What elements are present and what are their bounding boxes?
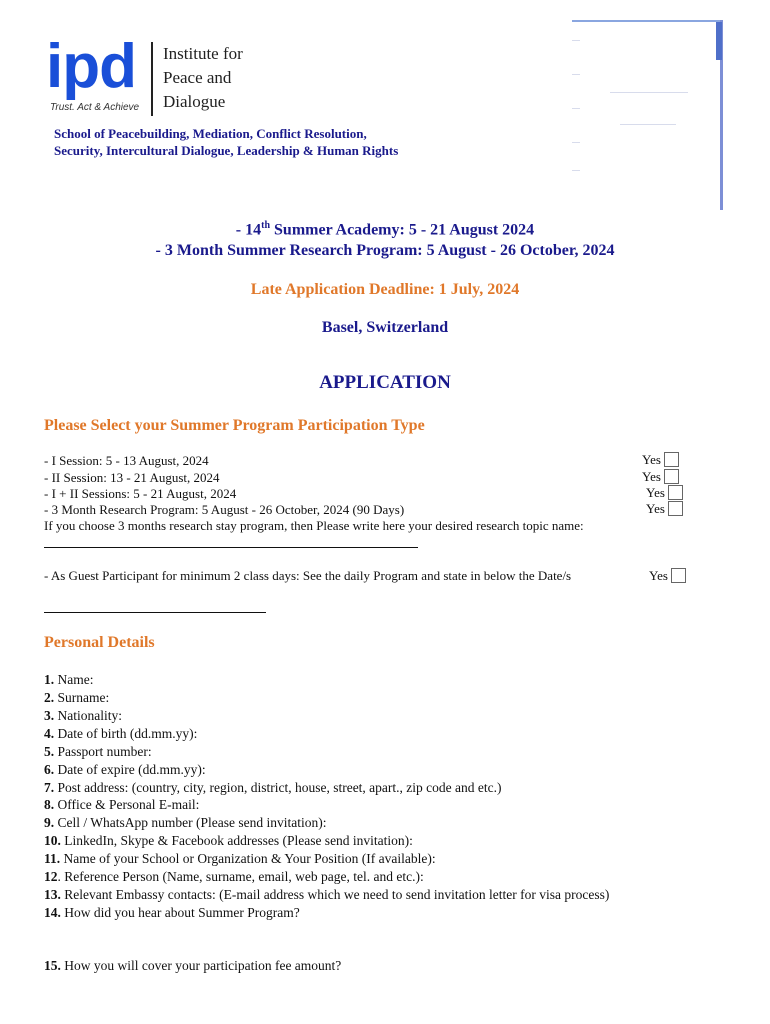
faint-rule <box>572 142 580 143</box>
logo-institute-name <box>163 42 243 114</box>
location-heading: Basel, Switzerland <box>321 319 449 336</box>
form-item: 7. Post address: (country, city, region, district, house, street, apart., zip code and etc.) <box>44 780 502 795</box>
yes-label: Yes <box>646 485 665 500</box>
form-item: 11. Name of your School or Organization & Your Position (If available): <box>44 851 436 866</box>
logo-divider <box>151 42 153 116</box>
checkbox[interactable] <box>671 568 686 583</box>
option-label: - I + II Sessions: 5 - 21 August, 2024 <box>44 486 237 501</box>
faint-rule <box>572 108 580 109</box>
form-item: 12. Reference Person (Name, surname, email, web page, tel. and etc.): <box>44 869 424 884</box>
option-check[interactable] <box>642 452 679 468</box>
logo-name-line: Dialogue <box>163 92 226 111</box>
decorative-frame-accent <box>716 22 722 60</box>
form-item: 5. Passport number: <box>44 744 152 759</box>
guest-option-label: - As Guest Participant for minimum 2 class days: See the daily Program and state in below the Date/s <box>44 568 572 583</box>
form-item: 6. Date of expire (dd.mm.yy): <box>44 762 206 777</box>
decorative-frame-top <box>572 20 722 22</box>
guest-dates-field[interactable] <box>44 612 266 613</box>
academy-prefix: - 14 <box>235 221 262 239</box>
logo-name-line: Institute for <box>163 44 243 63</box>
participation-heading: Please Select your Summer Program Participation Type <box>44 417 425 434</box>
form-item: 8. Office & Personal E-mail: <box>44 797 200 812</box>
form-item: 14. How did you hear about Summer Program? <box>44 905 300 920</box>
faint-rule <box>620 124 676 125</box>
research-topic-note: If you choose 3 months research stay program, then Please write here your desired research topic name: <box>44 518 584 533</box>
form-item: 13. Relevant Embassy contacts: (E-mail address which we need to send invitation letter for visa process) <box>44 887 610 902</box>
checkbox[interactable] <box>664 469 679 484</box>
school-line: School of Peacebuilding, Mediation, Conflict Resolution, <box>54 126 367 141</box>
academy-ordinal: th <box>261 220 271 231</box>
checkbox[interactable] <box>668 485 683 500</box>
checkbox[interactable] <box>668 501 683 516</box>
option-label: - I Session: 5 - 13 August, 2024 <box>44 453 209 468</box>
faint-rule <box>572 40 580 41</box>
option-check[interactable] <box>646 485 683 501</box>
research-heading: - 3 Month Summer Research Program: 5 August - 26 October, 2024 <box>155 242 615 259</box>
guest-option-check[interactable] <box>649 568 686 584</box>
form-item: 3. Nationality: <box>44 708 122 723</box>
page-title: APPLICATION <box>319 372 451 393</box>
option-check[interactable] <box>646 501 683 517</box>
form-item: 10. LinkedIn, Skype & Facebook addresses (Please send invitation): <box>44 833 413 848</box>
faint-rule <box>572 170 580 171</box>
academy-rest: Summer Academy: 5 - 21 August 2024 <box>270 221 535 239</box>
personal-details-heading: Personal Details <box>44 634 155 651</box>
form-item: 4. Date of birth (dd.mm.yy): <box>44 726 198 741</box>
form-item: 1. Name: <box>44 672 94 687</box>
logo-tagline: Trust. Act & Achieve <box>50 102 140 113</box>
form-item: 2. Surname: <box>44 690 110 705</box>
yes-label: Yes <box>649 568 668 583</box>
research-topic-field[interactable] <box>44 547 418 548</box>
deadline-heading: Late Application Deadline: 1 July, 2024 <box>250 281 520 298</box>
yes-label: Yes <box>642 469 661 484</box>
option-label: - 3 Month Research Program: 5 August - 26 October, 2024 (90 Days) <box>44 502 405 517</box>
yes-label: Yes <box>642 452 661 467</box>
checkbox[interactable] <box>664 452 679 467</box>
logo-mark: ipd <box>46 32 136 101</box>
logo-name-line: Peace and <box>163 68 232 87</box>
option-check[interactable] <box>642 469 679 485</box>
academy-heading <box>0 220 770 239</box>
faint-rule <box>610 92 688 93</box>
faint-rule <box>572 74 580 75</box>
option-label: - II Session: 13 - 21 August, 2024 <box>44 470 220 485</box>
form-item: 9. Cell / WhatsApp number (Please send invitation): <box>44 815 327 830</box>
school-line: Security, Intercultural Dialogue, Leadership & Human Rights <box>54 143 399 158</box>
yes-label: Yes <box>646 501 665 516</box>
form-item: 15. How you will cover your participation fee amount? <box>44 958 342 973</box>
